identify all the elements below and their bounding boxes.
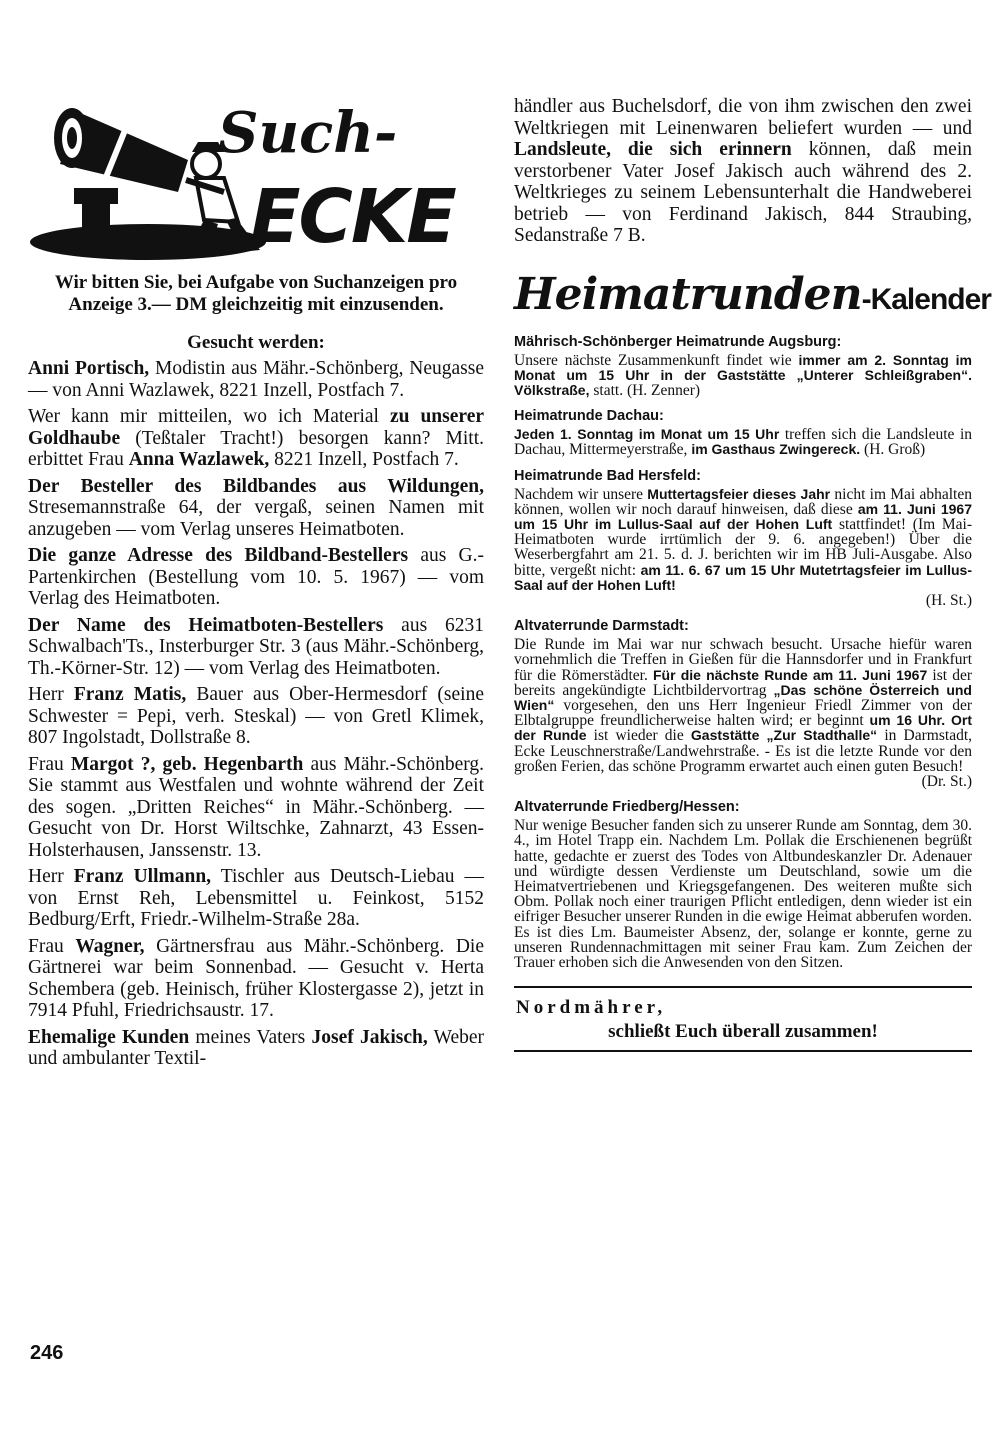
search-entry <box>28 754 484 862</box>
entry-bold: Josef Jakisch, <box>311 1026 428 1048</box>
calendar-group <box>514 618 972 789</box>
appeal-line-2: schließt Euch überall zusammen! <box>608 1021 878 1043</box>
group-title: Heimatrunde Bad Hersfeld: <box>514 467 701 484</box>
entry-text: Bauer aus Ober-Hermesdorf (seine Schwester = Pepi, verh. Steskal) — von Gretl Klimek, 807 Ingolstadt, Dollstraße 8. <box>28 684 484 748</box>
group-body <box>514 487 972 609</box>
entry-text: Frau <box>28 935 76 957</box>
group-bold: immer am 2. Sonntag im Monat um 15 Uhr in der Gaststätte „Unterer Schleißgraben“. Völkstraße, <box>514 351 972 398</box>
appeal-box <box>514 996 972 1044</box>
entry-bold: Der Name des Heimatboten-Bestellers <box>28 614 384 636</box>
entry-bold: Franz Ullmann, <box>73 866 212 887</box>
group-text: (H. Groß) <box>860 441 926 459</box>
entry-bold: Margot ?, geb. Hegenbarth <box>70 753 304 775</box>
group-text: stattfindet! (Im Mai-Heimatboten wurde irrtümlich der 9. 6. angegeben!) Über die Weserbergfahrt am 21. 5. d. J. berichten wir im HB Juli-Ausgabe. Also bitte, vergeßt nicht: <box>514 515 973 579</box>
search-entry <box>28 406 484 471</box>
group-text: Nur wenige Besucher fanden sich zu unserer Runde am Sonntag, dem 30. 4., im Hotel Trapp ein. Nachdem Lm. Pollak die Erschienenen begrüßt hatte, gedachte er zuerst des Todes von Altbundeskanzler Dr. Adenauer und würdigte dessen Verdienste um Deutschland, sowie um die Heimatvertriebenen und Kriegsgefangenen. Des weiteren mußte sich Obm. Pollak noch einer traurigen Pflicht entledigen, denn wieder ist ein eifriger Besucher unserer Runden in die ewige Heimat abberufen worden. Es ist dies Lm. Baumeister Absenz, der, solange er konnte, gerne zu unseren Rundennachmittagen mit seiner Frau kam. Zum Zeichen der Trauer erhoben sich die Anwesenden von den Sitzen. <box>514 817 972 971</box>
section-heading-gesucht: Gesucht werden: <box>187 332 325 353</box>
group-bold: am 11. 6. 67 um 15 Uhr Mutetrtagsfeier im Lullus-Saal auf der Hohen Luft! <box>514 561 972 593</box>
entry-text: können, daß mein verstorbener Vater Josef Jakisch auch während des 2. Weltkrieges zu seinem Lebensunterhalt die Handweberei betrieb — von Ferdinand Jakisch, 844 Straubing, Sedanstraße 7 B. <box>514 139 972 246</box>
group-text: Die Runde im Mai war nur schwach besucht. Ursache hiefür waren vornehmlich die Treffen in Gießen für die Hannsdorfer und in Frankfurt für die Römerstädter. <box>514 636 972 684</box>
logo-text-such: Such- <box>218 100 398 166</box>
search-entry <box>28 866 484 931</box>
entry-text: meines Vaters <box>189 1026 312 1048</box>
search-entry <box>28 684 484 749</box>
such-ecke-logo <box>28 92 480 264</box>
logo-text-ecke: ECKE <box>250 174 455 260</box>
search-entry <box>28 936 484 1022</box>
group-body <box>514 353 972 399</box>
entry-text: aus 6231 Schwalbach'Ts., Insterburger Str. 3 (aus Mähr.-Schönberg, Th.-Körner-Str. 12) — vom Verlag des Heimatboten. <box>28 614 484 679</box>
entry-bold: Die ganze Adresse des Bildband-Bestellers <box>28 545 409 566</box>
entry-bold: Franz Matis, <box>73 684 187 705</box>
signature: (H. St.) <box>925 591 972 609</box>
entry-text: Herr <box>28 866 74 887</box>
group-title: Mährisch-Schönberger Heimatrunde Augsburg: <box>514 333 842 350</box>
group-bold: Jeden 1. Sonntag im Monat um 15 Uhr <box>514 426 780 443</box>
group-title: Heimatrunde Dachau: <box>514 408 664 425</box>
calendar-group <box>514 468 972 609</box>
group-bold: Muttertagsfeier dieses Jahr <box>647 485 831 502</box>
group-body <box>514 637 972 789</box>
title-script: Heimatrunden <box>514 268 862 320</box>
entry-text: Weber und ambulanter Textil- <box>28 1026 484 1069</box>
heimatrunden-kalender-title <box>514 268 991 320</box>
entry-text: Modistin aus Mähr.-Schönberg, Neugasse — von Anni Wazlawek, 8221 Inzell, Postfach 7. <box>28 358 484 401</box>
appeal-line-1: Nordmährer, <box>516 997 667 1019</box>
group-bold: „Das schöne Österreich und Wien“ <box>514 681 972 713</box>
entry-text: Tischler aus Deutsch-Liebau — von Ernst Reh, Lebensmittel u. Feinkost, 5152 Bedburg/Erft, Friedr.-Wilhelm-Straße 28a. <box>28 866 484 930</box>
group-bold: Für die nächste Runde am 11. Juni 1967 <box>653 666 928 683</box>
group-body <box>514 818 972 970</box>
entry-bold: Der Besteller des Bildbandes aus Wildungen, <box>28 475 484 497</box>
entry-bold: zu unserer Goldhaube <box>28 406 485 449</box>
entry-bold: Anni Portisch, <box>28 358 150 379</box>
entry-text: aus G.-Partenkirchen (Bestellung vom 10. 5. 1967) — vom Verlag des Heimatboten. <box>28 545 484 609</box>
group-title: Altvaterrunde Darmstadt: <box>514 618 689 635</box>
entry-text: Frau <box>28 753 71 775</box>
right-column <box>514 96 991 1052</box>
signature: (Dr. St.) <box>921 772 972 790</box>
group-text: treffen sich die Landsleute in Dachau, Mittermeyerstraße, <box>514 426 973 459</box>
entry-bold: Anna Wazlawek, <box>128 449 270 470</box>
group-bold: am 11. Juni 1967 um 15 Uhr im Lullus-Saal auf der Hohen Luft <box>514 500 972 532</box>
entry-text: (Teßtaler Tracht!) besorgen kann? Mitt. erbittet Frau <box>28 427 484 470</box>
group-text: statt. (H. Zenner) <box>589 381 701 399</box>
continued-entry <box>514 96 972 247</box>
group-title: Altvaterrunde Friedberg/Hessen: <box>514 799 740 816</box>
search-entry <box>28 358 484 401</box>
entry-text: Wer kann mir mitteilen, wo ich Material <box>28 406 390 427</box>
entry-bold: Landsleute, die sich erinnern <box>514 139 792 160</box>
entry-bold: Ehemalige Kunden <box>28 1026 190 1048</box>
group-text: Unsere nächste Zusammenkunft findet wie <box>514 351 799 369</box>
calendar-group <box>514 799 972 970</box>
group-bold: um 16 Uhr. Ort der Runde <box>514 712 973 744</box>
group-text: nicht im Mai abhalten können, wollen wir noch darauf hinweisen, daß diese <box>514 485 972 518</box>
search-entry <box>28 615 484 680</box>
search-entry <box>28 545 484 610</box>
search-entry <box>28 476 484 541</box>
entry-text: Gärtnersfrau aus Mähr.-Schönberg. Die Gärtnerei war beim Sonnenbad. — Gesucht v. Herta Schembera (geb. Heinisch, früher Klostergasse 2), jetzt in 7914 Pfuhl, Friedrichsaustr. 17. <box>28 935 484 1021</box>
entry-bold: Wagner, <box>75 935 145 957</box>
group-text: in Darmstadt, Ecke Leuschnerstraße/Landwehrstraße. - Es ist die letzte Runde vor den großen Ferien, das schöne Programm erwartet auch einen guten Besuch! <box>514 727 973 775</box>
submission-notice: Wir bitten Sie, bei Aufgabe von Suchanzeigen pro Anzeige 3.— DM gleichzeitig mit einzusenden. <box>54 272 458 315</box>
divider-bottom <box>514 1050 972 1052</box>
group-bold: Gaststätte „Zur Stadthalle“ <box>690 727 878 744</box>
calendar-group <box>514 334 972 399</box>
calendar-group <box>514 408 972 457</box>
group-bold: im Gasthaus Zwingereck. <box>691 441 861 458</box>
title-plain: -Kalender <box>861 282 991 316</box>
page-number: 246 <box>30 1342 64 1364</box>
search-entry <box>28 1027 484 1070</box>
divider-top <box>514 986 972 988</box>
entry-text: händler aus Buchelsdorf, die von ihm zwischen den zwei Weltkriegen mit Leinenwaren beliefert wurden — und <box>514 96 972 139</box>
entry-text: 8221 Inzell, Postfach 7. <box>269 449 459 470</box>
entry-text: Stresemannstraße 64, der vergaß, seinen Namen mit anzugeben — vom Verlag unseres Heimatboten. <box>28 497 484 540</box>
entry-text: aus Mähr.-Schönberg. Sie stammt aus Westfalen und wohnte während der Zeit des sogen. „Dritten Reiches“ in Mähr.-Schönberg. — Gesucht von Dr. Horst Wiltschke, Zahnarzt, 43 Essen-Holsterhausen, Janssenstr. 13. <box>28 753 484 861</box>
group-text: ist der bereits angekündigte Lichtbildervortrag <box>514 666 973 699</box>
group-text: ist wieder die <box>586 727 691 745</box>
entry-text: Herr <box>28 684 74 705</box>
left-column <box>28 92 484 1075</box>
group-text: Nachdem wir unsere <box>514 485 648 503</box>
group-body <box>514 427 972 457</box>
group-text: vorgesehen, den uns Herr Ingenieur Friedl Zimmer von der Elbtalgruppe freundlicherweise halten wird; er beginnt <box>514 696 972 730</box>
